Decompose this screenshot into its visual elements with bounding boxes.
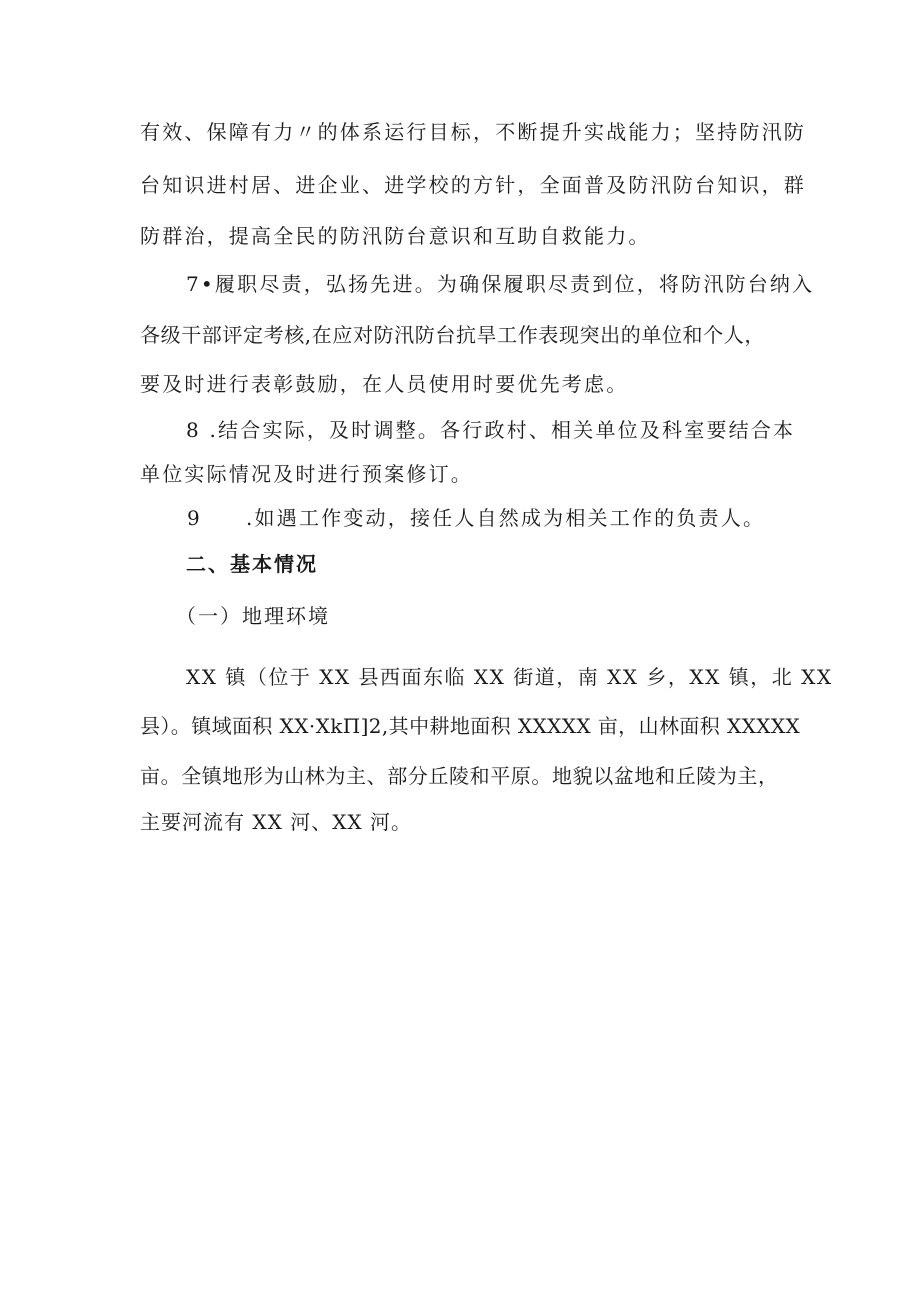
list-item-8-line: 单位实际情况及时进行预案修订。 — [140, 462, 473, 486]
subsection-heading: （一）地理环境 — [176, 604, 330, 628]
paragraph-line: 县）。镇域面积 XX·XkΠ]2,其中耕地面积 XXXXX 亩，山林面积 XXXXX — [140, 714, 801, 738]
list-item-7-line: 7•履职尽责，弘扬先进。为确保履职尽责到位，将防汛防台纳入 — [186, 272, 815, 296]
list-item-9-number: 9 — [187, 506, 202, 530]
list-item-8-line: 8 .结合实际，及时调整。各行政村、相关单位及科室要结合本 — [186, 418, 796, 442]
list-item-7-line: 要及时进行表彰鼓励，在人员使用时要优先考虑。 — [140, 372, 629, 396]
list-item-7-line: 各级干部评定考核,在应对防汛防台抗旱工作表现突出的单位和个人， — [140, 323, 765, 347]
paragraph-line: 有效、保障有力〃的体系运行目标，不断提升实战能力；坚持防汛防 — [140, 120, 806, 144]
paragraph-line: 台知识进村居、进企业、进学校的方针，全面普及防汛防台知识，群 — [140, 173, 806, 197]
list-item-9-text: .如遇工作变动，接任人自然成为相关工作的负责人。 — [246, 506, 766, 530]
section-heading: 二、基本情况 — [186, 552, 318, 576]
paragraph-line: 亩。全镇地形为山林为主、部分丘陵和平原。地貌以盆地和丘陵为主， — [140, 764, 779, 788]
paragraph-line: 防群治，提高全民的防汛防台意识和互助自救能力。 — [140, 224, 651, 248]
paragraph-line: XX 镇（位于 XX 县西面东临 XX 街道，南 XX 乡，XX 镇，北 XX — [186, 665, 833, 689]
paragraph-line: 主要河流有 XX 河、XX 河。 — [140, 810, 413, 834]
